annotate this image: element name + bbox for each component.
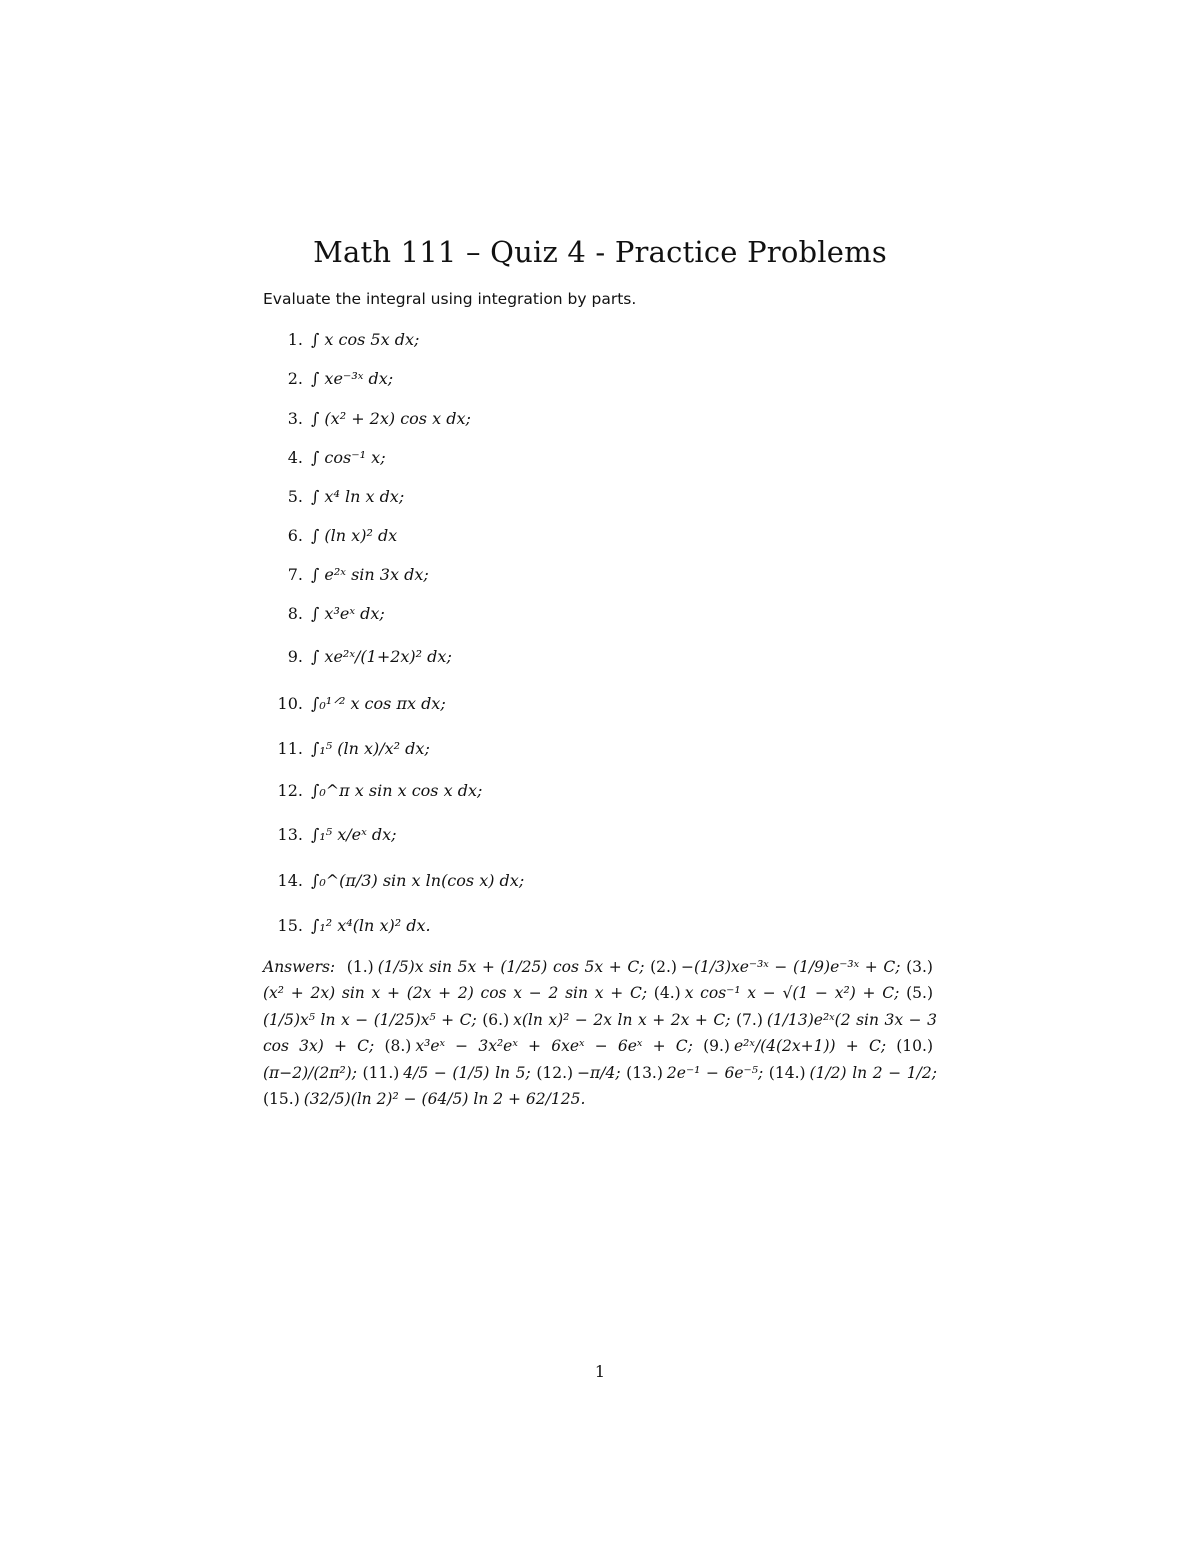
problem-expression: ∫ cos⁻¹ x; [311, 448, 386, 467]
problem-expression: ∫₁⁵ (ln x)/x² dx; [311, 739, 430, 758]
problem-number: 1. [287, 330, 303, 349]
answer-number: (15.) [263, 1090, 300, 1109]
problem-item [263, 482, 943, 512]
problem-item [263, 911, 943, 941]
answer-text: (32/5)(ln 2)² − (64/5) ln 2 + 62/125. [303, 1090, 586, 1109]
problem-number: 2. [287, 369, 303, 388]
answer-number: (8.) [384, 1037, 412, 1056]
answer-text: (1/2) ln 2 − 1/2; [809, 1063, 937, 1082]
problem-expression: ∫ x cos 5x dx; [311, 330, 420, 349]
problem-item [263, 866, 943, 896]
answer-text: (1/5)x⁵ ln x − (1/25)x⁵ + C; [263, 1010, 477, 1029]
problem-expression: ∫ xe⁻³ˣ dx; [311, 369, 394, 388]
problem-expression: ∫ e²ˣ sin 3x dx; [311, 565, 429, 584]
answer-text: −π/4; [577, 1063, 621, 1082]
answer-number: (2.) [650, 958, 677, 976]
problem-number: 8. [287, 604, 303, 623]
answer-text: (x² + 2x) sin x + (2x + 2) cos x − 2 sin x + C; [263, 984, 648, 1003]
problem-item [263, 443, 943, 473]
answer-text: x³eˣ − 3x²eˣ + 6xeˣ − 6eˣ + C; [415, 1037, 693, 1056]
problem-expression: ∫ x³eˣ dx; [311, 604, 385, 623]
problem-item [263, 820, 943, 850]
problem-expression: ∫₀¹ᐟ² x cos πx dx; [311, 694, 446, 713]
answers-label: Answers: [263, 958, 336, 976]
answer-text: (π−2)/(2π²); [263, 1063, 357, 1082]
answer-number: (12.) [536, 1063, 574, 1082]
answer-text: e²ˣ/(4(2x+1)) + C; [733, 1037, 887, 1056]
answer-number: (4.) [653, 984, 681, 1003]
problem-number: 5. [287, 487, 303, 506]
answer-number: (7.) [735, 1010, 763, 1029]
answer-number: (11.) [362, 1063, 400, 1082]
answer-text: x cos⁻¹ x − √(1 − x²) + C; [684, 984, 900, 1003]
problem-item [263, 521, 943, 551]
answers-section [263, 954, 937, 1112]
problem-expression: ∫₀^π x sin x cos x dx; [311, 781, 483, 800]
problem-expression: ∫ x⁴ ln x dx; [311, 487, 405, 506]
answer-number: (5.) [906, 984, 933, 1003]
instruction-text: Evaluate the integral using integration by parts. [263, 290, 637, 308]
problem-item [263, 642, 943, 672]
problem-item [263, 599, 943, 629]
answer-text: (1/5)x sin 5x + (1/25) cos 5x + C; [377, 958, 645, 976]
answer-number: (6.) [482, 1010, 510, 1029]
problem-expression: ∫₀^(π/3) sin x ln(cos x) dx; [311, 871, 525, 890]
problem-item [263, 364, 943, 394]
answer-number: (1.) [346, 958, 374, 976]
problem-number: 9. [287, 647, 303, 666]
answer-text: x(ln x)² − 2x ln x + 2x + C; [513, 1010, 731, 1029]
problem-number: 3. [287, 409, 303, 428]
problem-expression: ∫ (ln x)² dx [311, 526, 398, 545]
problem-expression: ∫₁⁵ x/eˣ dx; [311, 825, 397, 844]
problem-item [263, 325, 943, 355]
problem-number: 4. [287, 448, 303, 467]
answer-number: (10.) [896, 1037, 933, 1056]
answer-text: 4/5 − (1/5) ln 5; [403, 1063, 531, 1082]
page-title: Math 111 – Quiz 4 - Practice Problems [313, 235, 887, 269]
page-number: 1 [594, 1362, 606, 1381]
problem-item [263, 404, 943, 434]
problem-number: 6. [287, 526, 303, 545]
answer-text: (1/13)e²ˣ(2 sin 3x − 3 cos 3x) + C; [263, 1010, 937, 1056]
problem-number: 14. [277, 871, 303, 890]
problem-item [263, 776, 943, 806]
problem-expression: ∫ (x² + 2x) cos x dx; [311, 409, 471, 428]
problem-number: 7. [287, 565, 303, 584]
problem-number: 15. [277, 916, 303, 935]
problem-number: 10. [277, 694, 303, 713]
problem-number: 11. [277, 739, 303, 758]
problem-number: 13. [277, 825, 303, 844]
problem-expression: ∫₁² x⁴(ln x)² dx. [311, 916, 431, 935]
problem-expression: ∫ xe²ˣ/(1+2x)² dx; [311, 647, 452, 666]
problem-item [263, 560, 943, 590]
answer-number: (14.) [768, 1063, 806, 1082]
answer-number: (9.) [703, 1037, 730, 1056]
problem-item [263, 734, 943, 764]
answer-number: (3.) [906, 958, 933, 976]
problem-number: 12. [277, 781, 303, 800]
problem-item [263, 689, 943, 719]
answer-text: 2e⁻¹ − 6e⁻⁵; [666, 1063, 764, 1082]
answer-number: (13.) [626, 1063, 663, 1082]
answer-text: −(1/3)xe⁻³ˣ − (1/9)e⁻³ˣ + C; [680, 958, 901, 976]
